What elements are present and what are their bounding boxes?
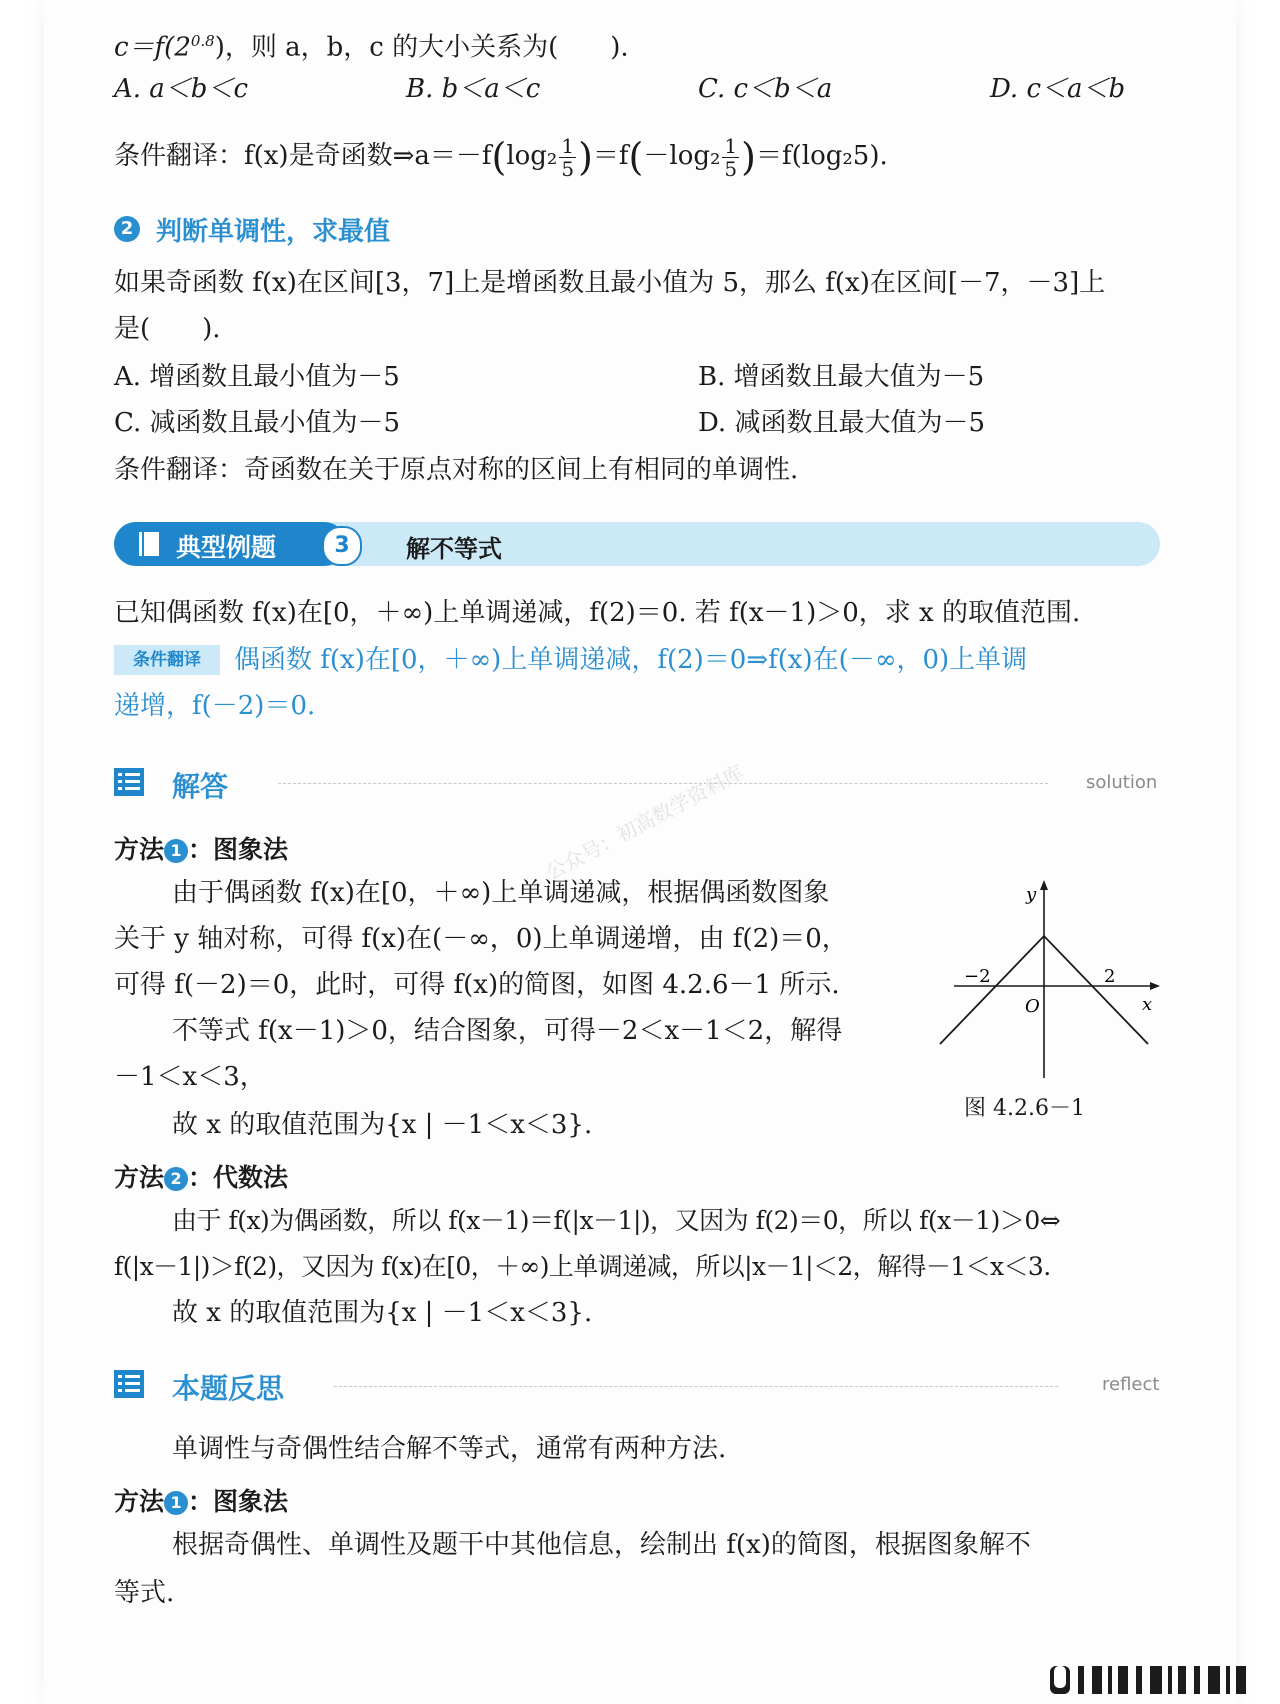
list-icon <box>114 1370 144 1398</box>
paren: ( <box>628 135 644 179</box>
example-number-badge: 3 <box>322 526 362 566</box>
answer-divider <box>278 783 1048 784</box>
fraction-denominator: 5 <box>561 156 575 181</box>
origin-label: O <box>1025 996 1040 1017</box>
stem-suffix: )，则 a，b，c 的大小关系为( ). <box>214 32 629 63</box>
section-number-badge: 2 <box>114 216 140 242</box>
method2-line1: 由于 f(x)为偶函数，所以 f(x－1)＝f(|x－1|)，又因为 f(2)＝0，所以 f(x－1)＞0⇔ <box>172 1206 1061 1235</box>
method3-line1: 根据奇偶性、单调性及题干中其他信息，绘制出 f(x)的简图，根据图象解不 <box>172 1530 1031 1560</box>
fraction-numerator: 1 <box>724 133 738 158</box>
fraction-denominator: 5 <box>724 156 738 181</box>
method-label: 方法 <box>114 1487 165 1516</box>
figure-caption: 图 4.2.6－1 <box>964 1096 1085 1121</box>
q2-stem-line2: 是( ). <box>114 314 221 344</box>
q1-option-b: B. b＜a＜c <box>406 74 541 104</box>
method-number-badge: 1 <box>164 839 188 863</box>
condition-text-line1: 偶函数 f(x)在[0，＋∞)上单调递减，f(2)＝0⇒f(x)在(－∞，0)上单调 <box>234 645 1028 675</box>
q1-option-c: C. c＜b＜a <box>698 74 833 104</box>
answer-english-label: solution <box>1086 772 1158 793</box>
method1-line6: 故 x 的取值范围为{x | －1＜x＜3}. <box>172 1110 593 1140</box>
example-banner-label: 典型例题 <box>176 533 277 562</box>
x-axis-arrow <box>1150 982 1160 990</box>
q2-stem-line1: 如果奇函数 f(x)在区间[3，7]上是增函数且最小值为 5，那么 f(x)在区间[－7，－3]上 <box>114 268 1106 298</box>
condition-tag: 条件翻译 <box>114 645 220 675</box>
condition-text-line2: 递增，f(－2)＝0. <box>114 691 316 721</box>
x-axis-label: x <box>1142 994 1153 1015</box>
method-title: ：图象法 <box>188 1487 289 1516</box>
method3-line2: 等式. <box>114 1578 175 1608</box>
translation-end: ＝f(log₂5). <box>755 141 888 171</box>
q2-option-b: B. 增函数且最大值为－5 <box>698 362 985 392</box>
fraction <box>722 135 739 180</box>
method-label: 方法 <box>114 1163 165 1192</box>
method1-line2: 关于 y 轴对称，可得 f(x)在(－∞，0)上单调递增，由 f(2)＝0， <box>114 924 848 954</box>
q1-option-a: A. a＜b＜c <box>114 74 249 104</box>
section-title: 判断单调性，求最值 <box>156 217 391 247</box>
q2-option-c: C. 减函数且最小值为－5 <box>114 408 401 438</box>
translation-middle: ＝f <box>592 141 629 171</box>
reflect-heading: 本题反思 <box>172 1372 285 1405</box>
method-label: 方法 <box>114 835 165 864</box>
list-icon <box>114 768 144 796</box>
watermark: 公众号：初高数学资料库 <box>541 760 748 885</box>
paren: ( <box>491 135 507 179</box>
method1-heading <box>114 830 288 866</box>
example-stem: 已知偶函数 f(x)在[0，＋∞)上单调递减，f(2)＝0. 若 f(x－1)＞0，求 x 的取值范围. <box>114 598 1081 628</box>
paren: ) <box>578 135 593 179</box>
fraction-numerator: 1 <box>561 133 575 158</box>
method1-line1: 由于偶函数 f(x)在[0，＋∞)上单调递减，根据偶函数图象 <box>172 878 830 908</box>
reflect-divider <box>334 1386 1058 1387</box>
q2-option-a: A. 增函数且最小值为－5 <box>114 362 400 392</box>
q2-condition-translation: 条件翻译：奇函数在关于原点对称的区间上有相同的单调性. <box>114 455 799 485</box>
method-title: ：图象法 <box>188 835 289 864</box>
tick-neg2: −2 <box>964 966 991 987</box>
barcode-icon <box>1050 1666 1250 1694</box>
example-title: 解不等式 <box>406 535 502 563</box>
bookmark-icon <box>138 531 160 557</box>
method2-heading <box>114 1158 288 1194</box>
method2-line3: 故 x 的取值范围为{x | －1＜x＜3}. <box>172 1298 593 1328</box>
log-expression-negative: －log₂ <box>643 141 721 171</box>
q1-option-d: D. c＜a＜b <box>990 74 1126 104</box>
method-title: ：代数法 <box>188 1163 289 1192</box>
tick-pos2: 2 <box>1104 966 1116 987</box>
stem-prefix: c＝f(2 <box>114 32 191 63</box>
function-graph <box>934 878 1164 1098</box>
method-number-badge: 2 <box>164 1167 188 1191</box>
paren: ) <box>741 135 756 179</box>
translation-prefix: 条件翻译：f(x)是奇函数⇒a＝－f <box>114 141 492 171</box>
method2-line2: f(|x－1|)＞f(2)，又因为 f(x)在[0，＋∞)上单调递减，所以|x－1|＜2，解得－1＜x＜3. <box>114 1252 1051 1281</box>
method1-line4: 不等式 f(x－1)＞0，结合图象，可得－2＜x－1＜2，解得 <box>172 1016 843 1046</box>
y-axis-label: y <box>1026 884 1037 905</box>
question-stem-end <box>114 24 629 65</box>
reflect-line: 单调性与奇偶性结合解不等式，通常有两种方法. <box>172 1434 727 1464</box>
q2-option-d: D. 减函数且最大值为－5 <box>698 408 985 438</box>
y-axis-arrow <box>1040 880 1048 890</box>
q1-condition-translation <box>114 124 888 189</box>
method-number-badge: 1 <box>164 1491 188 1515</box>
fraction <box>559 135 576 180</box>
method3-heading <box>114 1482 288 1518</box>
stem-exponent: 0.8 <box>190 32 215 50</box>
answer-heading: 解答 <box>172 770 229 803</box>
reflect-english-label: reflect <box>1102 1374 1160 1395</box>
method1-line3: 可得 f(－2)＝0，此时，可得 f(x)的简图，如图 4.2.6－1 所示. <box>114 970 840 1000</box>
example-banner <box>114 522 1160 566</box>
log-expression: log₂ <box>506 141 558 171</box>
method1-line5: －1＜x＜3， <box>114 1062 266 1092</box>
